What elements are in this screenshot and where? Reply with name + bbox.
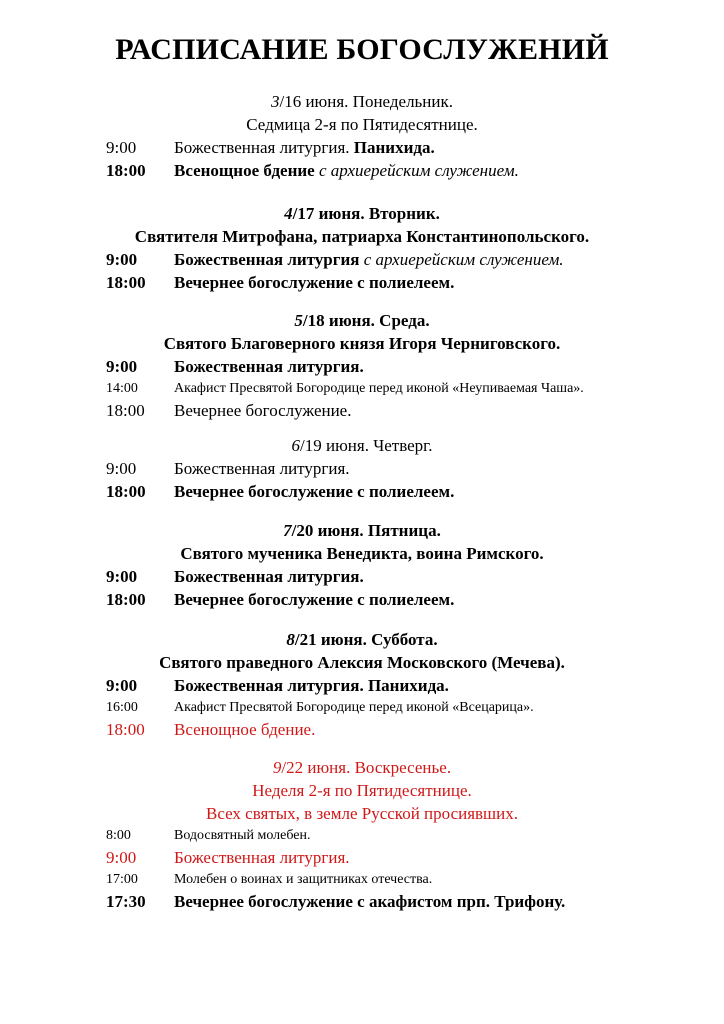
service-name: Молебен о воинах и защитниках отечества. (174, 872, 433, 887)
day-block (0, 628, 724, 741)
day-subtitle: Святого праведного Алексия Московского (Мечева). (159, 653, 565, 672)
day-date: /18 июня. Среда. (302, 311, 430, 330)
service-name: Божественная литургия. Панихида. (174, 676, 449, 695)
service-time: 18:00 (106, 273, 146, 292)
service-extra: с архиерейским служением. (363, 250, 564, 269)
service-extra: Панихида. (353, 138, 435, 157)
day-date-number: 4 (284, 204, 293, 223)
day-header (0, 628, 724, 651)
service-time: 9:00 (106, 250, 138, 269)
day-date: /22 июня. Воскресенье. (281, 758, 452, 777)
day-date: /17 июня. Вторник. (292, 204, 440, 223)
service-time: 18:00 (106, 720, 145, 739)
day-block (0, 309, 724, 422)
service-row (0, 846, 724, 869)
service-time: 14:00 (106, 381, 138, 396)
service-name: Всенощное бдение. (174, 720, 316, 739)
day-subtitle: Святого Благоверного князя Игоря Черниговского. (163, 334, 561, 353)
day-block (0, 90, 724, 182)
service-name: Акафист Пресвятой Богородице перед иконой «Всецарица». (174, 700, 534, 715)
service-row (0, 271, 724, 294)
page-title: РАСПИСАНИЕ БОГОСЛУЖЕНИЙ (115, 33, 609, 66)
day-subtitle: Святителя Митрофана, патриарха Константинопольского. (134, 227, 590, 246)
day-date-number: 7 (283, 521, 292, 540)
service-time: 17:00 (106, 872, 138, 887)
service-row (0, 159, 724, 182)
day-block (0, 519, 724, 611)
service-row (0, 869, 724, 890)
service-name: Божественная литургия. (174, 567, 364, 586)
service-time: 8:00 (106, 828, 131, 843)
service-name: Водосвятный молебен. (174, 828, 311, 843)
service-name: Вечернее богослужение с полиелеем. (174, 273, 455, 292)
day-subtitle: Святого мученика Венедикта, воина Римского. (180, 544, 544, 563)
service-row (0, 697, 724, 718)
service-row (0, 248, 724, 271)
service-name: Вечернее богослужение с акафистом прп. Трифону. (174, 892, 566, 911)
service-row (0, 674, 724, 697)
service-row (0, 825, 724, 846)
service-name: Акафист Пресвятой Богородице перед иконой «Неупиваемая Чаша». (174, 381, 584, 396)
day-header (0, 90, 724, 113)
service-row (0, 378, 724, 399)
day-header (0, 309, 724, 332)
day-block (0, 202, 724, 294)
service-time: 17:30 (106, 892, 146, 911)
day-block (0, 756, 724, 913)
day-block (0, 434, 724, 503)
service-row (0, 457, 724, 480)
service-time: 18:00 (106, 482, 146, 501)
day-date-number: 9 (272, 758, 282, 777)
day-date-number: 8 (286, 630, 295, 649)
service-time: 9:00 (106, 567, 138, 586)
day-date-number: 6 (291, 436, 300, 455)
service-row (0, 480, 724, 503)
service-time: 9:00 (106, 357, 138, 376)
service-time: 18:00 (106, 401, 145, 420)
day-subtitle: Седмица 2-я по Пятидесятнице. (246, 115, 478, 134)
day-header (0, 519, 724, 542)
service-name: Божественная литургия. Панихида. (174, 138, 435, 157)
service-row (0, 355, 724, 378)
service-row (0, 718, 724, 741)
service-time: 9:00 (106, 459, 137, 478)
day-subtitle-2: Всех святых, в земле Русской просиявших. (206, 804, 518, 823)
service-time: 9:00 (106, 138, 137, 157)
service-time: 9:00 (106, 848, 137, 867)
service-row (0, 890, 724, 913)
service-time: 9:00 (106, 676, 138, 695)
service-time: 18:00 (106, 590, 146, 609)
day-header (0, 434, 724, 457)
day-header (0, 202, 724, 225)
day-date: /21 июня. Суббота. (294, 630, 438, 649)
service-row (0, 399, 724, 422)
service-time: 18:00 (106, 161, 146, 180)
day-date-number: 5 (294, 311, 303, 330)
day-date-number: 3 (270, 92, 280, 111)
day-date: /16 июня. Понедельник. (279, 92, 454, 111)
service-name: Божественная литургия с архиерейским служением. (174, 250, 564, 269)
service-name: Всенощное бдение с архиерейским служением. (174, 161, 519, 180)
service-name: Вечернее богослужение с полиелеем. (174, 482, 455, 501)
service-row (0, 565, 724, 588)
service-name: Божественная литургия. (174, 459, 350, 478)
day-header (0, 756, 724, 779)
day-date: /19 июня. Четверг. (300, 436, 433, 455)
day-subtitle: Неделя 2-я по Пятидесятнице. (252, 781, 472, 800)
service-time: 16:00 (106, 700, 138, 715)
service-name: Вечернее богослужение с полиелеем. (174, 590, 455, 609)
service-extra: с архиерейским служением. (318, 161, 519, 180)
service-name: Божественная литургия. (174, 357, 364, 376)
service-name: Вечернее богослужение. (174, 401, 352, 420)
day-date: /20 июня. Пятница. (291, 521, 441, 540)
service-name: Божественная литургия. (174, 848, 350, 867)
service-row (0, 588, 724, 611)
service-row (0, 136, 724, 159)
